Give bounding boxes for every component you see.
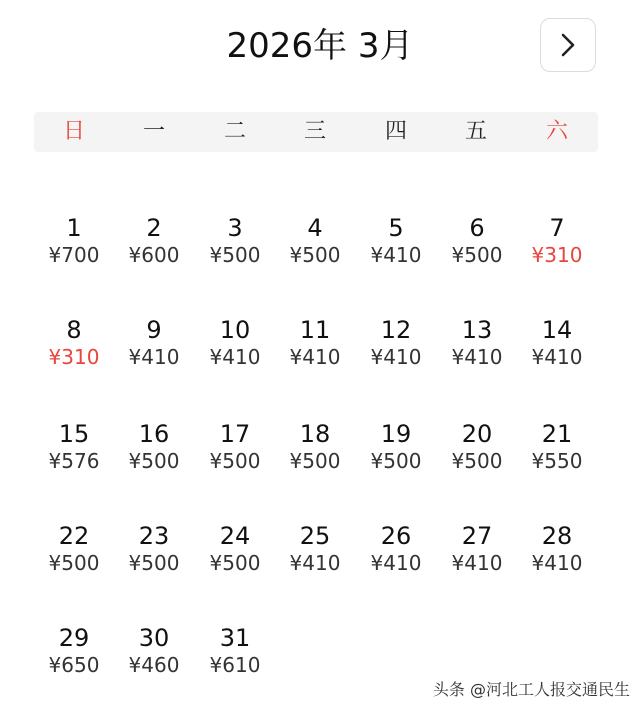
day-number: 24: [219, 522, 251, 550]
day-number: 9: [146, 316, 162, 344]
day-price: ¥410: [370, 243, 422, 267]
weekday-thu: 四: [384, 119, 407, 144]
day-number: 6: [469, 214, 485, 242]
day-number: 13: [461, 316, 493, 344]
day-number: 3: [227, 214, 243, 242]
day-number: 10: [219, 316, 251, 344]
weekday-wed: 三: [303, 119, 326, 144]
day-price: ¥410: [370, 551, 422, 575]
day-number: 11: [299, 316, 331, 344]
day-number: 27: [461, 522, 493, 550]
day-cell[interactable]: [275, 522, 355, 592]
day-number: 19: [380, 420, 412, 448]
day-number: 12: [380, 316, 412, 344]
day-cell[interactable]: [34, 214, 114, 284]
day-number: 4: [307, 214, 323, 242]
day-cell[interactable]: [437, 522, 517, 592]
day-cell[interactable]: [34, 316, 114, 386]
day-cell[interactable]: [437, 420, 517, 490]
weekday-tue: 二: [223, 119, 246, 144]
day-cell[interactable]: [114, 316, 194, 386]
day-number: 23: [138, 522, 170, 550]
weekday-fri: 五: [464, 119, 487, 144]
day-number: 31: [219, 624, 251, 652]
day-number: 16: [138, 420, 170, 448]
day-price: ¥410: [370, 345, 422, 369]
day-number: 7: [549, 214, 565, 242]
day-cell[interactable]: [517, 420, 597, 490]
day-number: 21: [541, 420, 573, 448]
day-cell[interactable]: [275, 420, 355, 490]
day-price: ¥410: [451, 551, 503, 575]
day-price: ¥500: [209, 449, 261, 473]
day-price: ¥700: [48, 243, 100, 267]
day-price: ¥550: [531, 449, 583, 473]
day-cell[interactable]: [275, 214, 355, 284]
day-cell[interactable]: [34, 420, 114, 490]
day-price: ¥410: [451, 345, 503, 369]
day-price: ¥500: [48, 551, 100, 575]
day-price: ¥310: [531, 243, 583, 267]
day-cell[interactable]: [34, 624, 114, 694]
day-price: ¥410: [128, 345, 180, 369]
day-cell[interactable]: [195, 624, 275, 694]
day-number: 5: [388, 214, 404, 242]
month-title: 2026年 3月: [226, 26, 414, 66]
day-price: ¥410: [289, 551, 341, 575]
day-price: ¥410: [289, 345, 341, 369]
day-price: ¥500: [289, 449, 341, 473]
weekday-header: [34, 112, 598, 152]
day-price: ¥410: [531, 551, 583, 575]
day-price: ¥410: [531, 345, 583, 369]
day-cell[interactable]: [195, 316, 275, 386]
day-number: 22: [58, 522, 90, 550]
day-cell[interactable]: [195, 522, 275, 592]
day-cell[interactable]: [356, 420, 436, 490]
day-price: ¥610: [209, 653, 261, 677]
day-number: 14: [541, 316, 573, 344]
day-price: ¥500: [209, 243, 261, 267]
next-month-button[interactable]: [540, 18, 596, 72]
day-number: 15: [58, 420, 90, 448]
day-cell[interactable]: [517, 214, 597, 284]
day-cell[interactable]: [195, 420, 275, 490]
day-number: 8: [66, 316, 82, 344]
day-price: ¥500: [451, 243, 503, 267]
day-cell[interactable]: [114, 522, 194, 592]
day-price: ¥600: [128, 243, 180, 267]
day-cell[interactable]: [356, 316, 436, 386]
day-cell[interactable]: [517, 522, 597, 592]
day-price: ¥410: [209, 345, 261, 369]
day-price: ¥650: [48, 653, 100, 677]
day-price: ¥500: [128, 551, 180, 575]
day-number: 30: [138, 624, 170, 652]
watermark: 头条 @河北工人报交通民生: [432, 680, 630, 699]
day-cell[interactable]: [356, 214, 436, 284]
day-price: ¥310: [48, 345, 100, 369]
day-cell[interactable]: [275, 316, 355, 386]
day-number: 29: [58, 624, 90, 652]
day-number: 26: [380, 522, 412, 550]
day-price: ¥500: [289, 243, 341, 267]
day-cell[interactable]: [437, 316, 517, 386]
day-number: 18: [299, 420, 331, 448]
day-cell[interactable]: [114, 214, 194, 284]
weekday-mon: 一: [142, 119, 165, 144]
weekday-sat: 六: [545, 119, 568, 144]
day-cell[interactable]: [195, 214, 275, 284]
day-cell[interactable]: [356, 522, 436, 592]
day-price: ¥460: [128, 653, 180, 677]
day-number: 17: [219, 420, 251, 448]
day-number: 28: [541, 522, 573, 550]
day-price: ¥500: [370, 449, 422, 473]
day-number: 1: [66, 214, 82, 242]
day-price: ¥500: [128, 449, 180, 473]
day-price: ¥576: [48, 449, 100, 473]
day-cell[interactable]: [437, 214, 517, 284]
day-number: 25: [299, 522, 331, 550]
day-cell[interactable]: [517, 316, 597, 386]
day-cell[interactable]: [34, 522, 114, 592]
day-number: 20: [461, 420, 493, 448]
weekday-sun: 日: [62, 119, 85, 144]
day-price: ¥500: [451, 449, 503, 473]
day-price: ¥500: [209, 551, 261, 575]
day-cell[interactable]: [114, 624, 194, 694]
chevron-right-icon: [557, 32, 579, 58]
day-number: 2: [146, 214, 162, 242]
day-cell[interactable]: [114, 420, 194, 490]
